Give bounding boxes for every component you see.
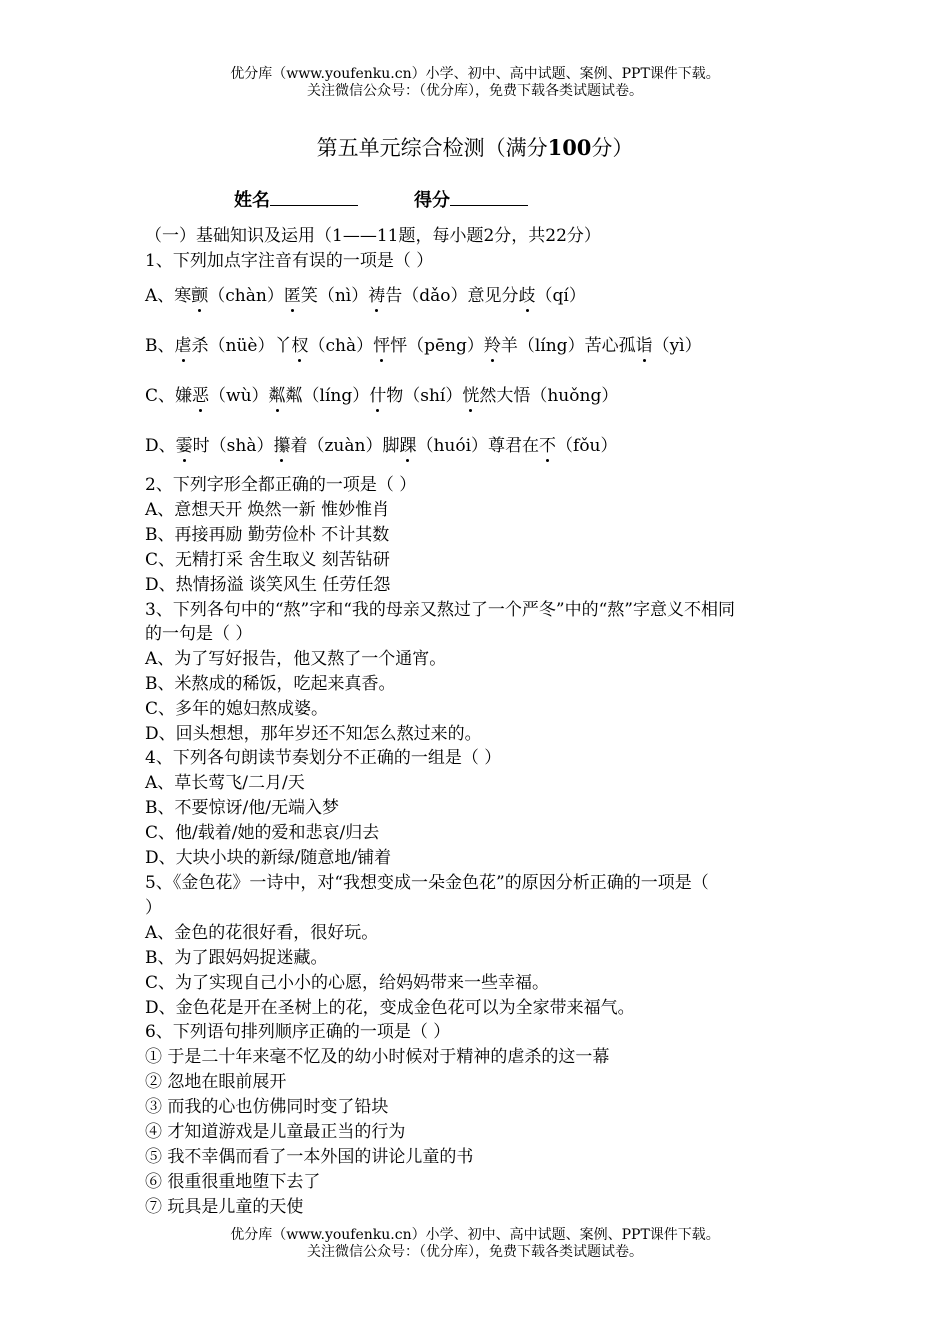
- emphasis-char: 诣: [635, 336, 653, 356]
- emphasis-char: 颤: [191, 286, 209, 306]
- q2-option-c: C、无精打采 舍生取义 刻苦钻研: [145, 550, 390, 570]
- name-blank: [270, 187, 358, 206]
- q5-option-c: C、为了实现自己小小的心愿，给妈妈带来一些幸福。: [145, 973, 550, 993]
- q4-option-a: A、草长莺飞/二月/天: [145, 773, 305, 793]
- q1-option-c: C、嫌恶（wù）粼粼（líng）什物（shí）恍然大悟（huǒng）: [145, 386, 619, 406]
- q6-item: ② 忽地在眼前展开: [145, 1072, 287, 1092]
- q4-option-d: D、大块小块的新绿/随意地/铺着: [145, 848, 392, 868]
- emphasis-char: 匿: [283, 286, 301, 306]
- score-label: 得分: [414, 190, 450, 211]
- emphasis-char: 歧: [518, 286, 536, 306]
- emphasis-char: 踝: [399, 436, 417, 456]
- q5-option-a: A、金色的花很好看，很好玩。: [145, 923, 379, 943]
- q6-item: ⑥ 很重很重地堕下去了: [145, 1172, 321, 1192]
- emphasis-char: 不: [539, 436, 557, 456]
- emphasis-char: 虐: [174, 336, 192, 356]
- title-suffix: 分）: [591, 136, 634, 160]
- q4-option-b: B、不要惊讶/他/无端入梦: [145, 798, 339, 818]
- emphasis-char: 恶: [192, 386, 210, 406]
- q6-stem: 6、下列语句排列顺序正确的一项是（ ）: [145, 1022, 451, 1042]
- q3-stem-line-1: 3、下列各句中的“熬”字和“我的母亲又熬过了一个严冬”中的“熬”字意义不相同: [145, 600, 735, 620]
- q5-stem-line-2: ）: [145, 898, 162, 918]
- q2-option-a: A、意想天开 焕然一新 惟妙惟肖: [145, 500, 390, 520]
- footer-line-2: 关注微信公众号：（优分库），免费下载各类试题试卷。: [307, 1244, 643, 1260]
- name-score-row: [234, 187, 528, 214]
- q4-option-c: C、他/载着/她的爱和悲哀/归去: [145, 823, 380, 843]
- q6-item: ⑤ 我不幸偶而看了一本外国的讲论儿童的书: [145, 1147, 474, 1167]
- q3-option-c: C、多年的媳妇熬成婆。: [145, 699, 329, 719]
- q3-option-b: B、米熬成的稀饭，吃起来真香。: [145, 674, 396, 694]
- title-prefix: 第五单元综合检测（满分: [316, 136, 548, 160]
- emphasis-char: 攥: [273, 436, 291, 456]
- emphasis-char: 霎: [175, 436, 193, 456]
- emphasis-char: 杈: [291, 336, 309, 356]
- title-score: 100: [547, 135, 592, 160]
- q2-stem: 2、下列字形全都正确的一项是（ ）: [145, 475, 417, 495]
- header-line-2: 关注微信公众号：（优分库），免费下载各类试题试卷。: [307, 83, 643, 99]
- emphasis-char: 恍: [462, 386, 480, 406]
- score-blank: [450, 187, 528, 206]
- q4-stem: 4、下列各句朗读节奏划分不正确的一组是（ ）: [145, 748, 502, 768]
- page-title: [0, 134, 950, 162]
- q5-option-d: D、金色花是开在圣树上的花，变成金色花可以为全家带来福气。: [145, 998, 635, 1018]
- footer-line-1: 优分库（www.youfenku.cn）小学、初中、高中试题、案例、PPT课件下载。: [230, 1227, 720, 1243]
- q1-option-a: A、寒颤（chàn）匿笑（nì）祷告（dǎo）意见分歧（qí）: [145, 286, 586, 306]
- q2-option-b: B、再接再励 勤劳俭朴 不计其数: [145, 525, 390, 545]
- emphasis-char: 粼: [268, 386, 286, 406]
- q6-item: ④ 才知道游戏是儿童最正当的行为: [145, 1122, 406, 1142]
- q1-stem: 1、下列加点字注音有误的一项是（ ）: [145, 251, 434, 271]
- page-header: [0, 66, 950, 100]
- q6-item: ① 于是二十年来毫不忆及的幼小时候对于精神的虐杀的这一幕: [145, 1047, 610, 1067]
- page-footer: [0, 1227, 950, 1261]
- q5-option-b: B、为了跟妈妈捉迷藏。: [145, 948, 328, 968]
- q1-option-d: D、霎时（shà）攥着（zuàn）脚踝（huói）尊君在不（fǒu）: [145, 436, 618, 456]
- name-label: 姓名: [234, 190, 270, 211]
- emphasis-char: 什: [369, 386, 387, 406]
- emphasis-char: 羚: [483, 336, 501, 356]
- q1-option-b: B、虐杀（nüè）丫杈（chà）怦怦（pēng）羚羊（líng）苦心孤诣（yì）: [145, 336, 702, 356]
- q6-item: ⑦ 玩具是儿童的天使: [145, 1197, 304, 1217]
- q2-option-d: D、热情扬溢 谈笑风生 任劳任怨: [145, 575, 391, 595]
- section-heading: （一）基础知识及运用（1——11题，每小题2分，共22分）: [145, 226, 601, 246]
- q6-item: ③ 而我的心也仿佛同时变了铅块: [145, 1097, 389, 1117]
- q3-option-a: A、为了写好报告，他又熬了一个通宵。: [145, 649, 447, 669]
- emphasis-char: 祷: [368, 286, 386, 306]
- q5-stem-line-1: 5、《金色花》一诗中，对“我想变成一朵金色花”的原因分析正确的一项是（: [145, 873, 709, 893]
- q3-stem-line-2: 的一句是（ ）: [145, 624, 253, 644]
- q3-option-d: D、回头想想，那年岁还不知怎么熬过来的。: [145, 724, 482, 744]
- emphasis-char: 怦: [373, 336, 391, 356]
- header-line-1: 优分库（www.youfenku.cn）小学、初中、高中试题、案例、PPT课件下载。: [230, 66, 720, 82]
